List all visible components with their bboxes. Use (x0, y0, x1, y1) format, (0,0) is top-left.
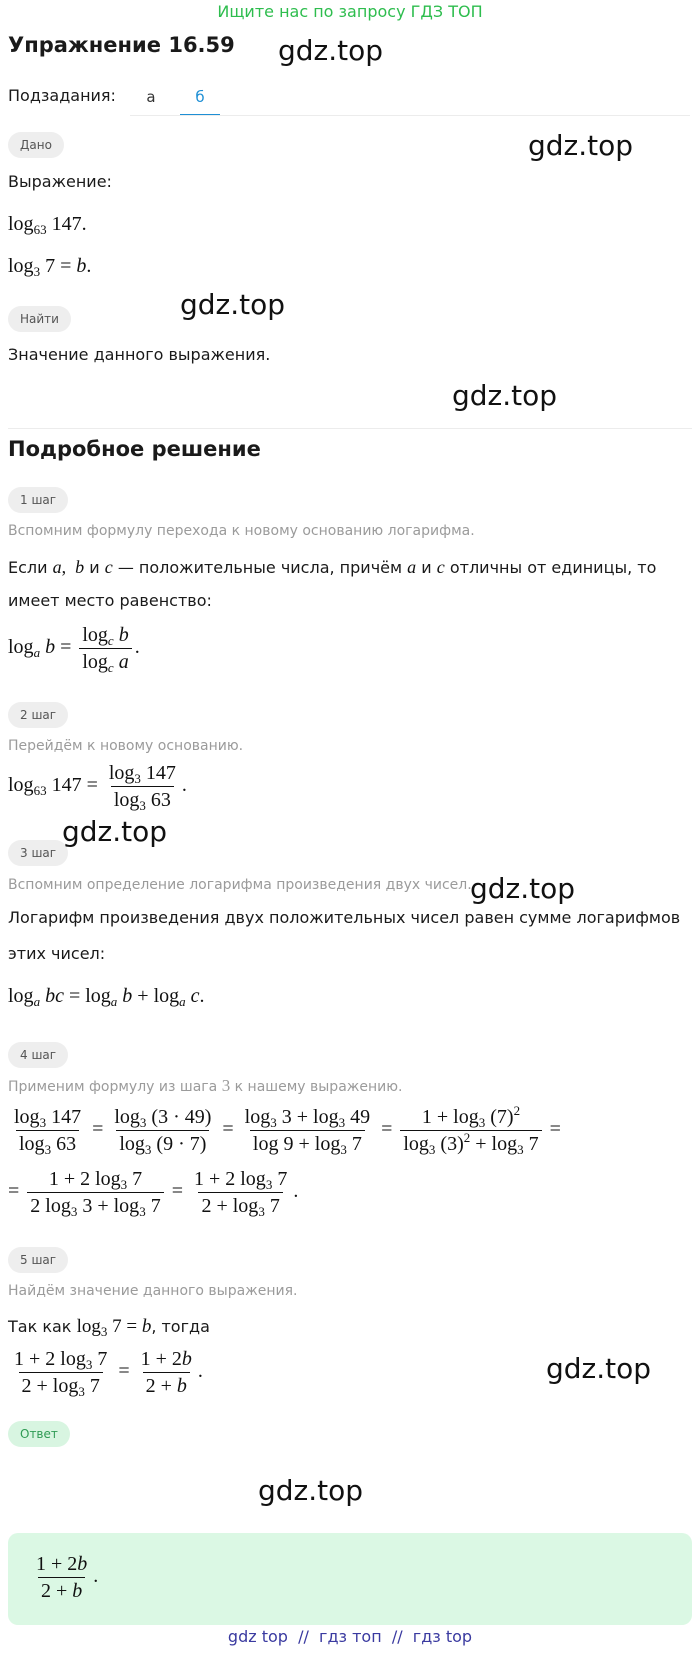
step-2-formula: $\log_{63} 147$ = $\frac{\log_3 147}{\log_3 63}$ . (8, 762, 187, 813)
watermark: gdz.top (528, 129, 634, 162)
tab-b[interactable]: б (180, 78, 220, 116)
step-4-formula-line2: = $\frac{1 + 2 \log_3 7}{2 \log_3 3 + \log_3 7}$ = $\frac{1 + 2 \log_3 7}{2 + \log_3 7}$ . (8, 1168, 299, 1219)
step-5-text: Так как $\log_3 7 = b$, тогда (8, 1316, 210, 1339)
answer-box (8, 1533, 692, 1625)
step-2-hint: Перейдём к новому основанию. (8, 738, 244, 754)
watermark: gdz.top (278, 34, 384, 67)
watermark: gdz.top (258, 1474, 364, 1507)
step-1-badge: 1 шаг (8, 487, 68, 513)
given-badge: Дано (8, 132, 64, 158)
solution-title: Подробное решение (8, 437, 261, 461)
step-2-badge: 2 шаг (8, 702, 68, 728)
step-5-formula: $\frac{1 + 2 \log_3 7}{2 + \log_3 7}$ = $\frac{1 + 2b}{2 + b}$ . (14, 1348, 203, 1399)
tabs-divider (130, 115, 690, 116)
step-1-hint: Вспомним формулу перехода к новому основанию логарифма. (8, 523, 475, 539)
answer-badge: Ответ (8, 1421, 70, 1447)
step-3-text: Логарифм произведения двух положительных чисел равен сумме логарифмов (8, 908, 681, 927)
step-3-formula: $\log_a$ bc = $\log_a b + \log_a c$. (8, 985, 205, 1009)
answer-formula: $\frac{1 + 2b}{2 + b}$ . (36, 1553, 99, 1602)
step-3-hint: Вспомним определение логарифма произведения двух чисел. (8, 877, 472, 893)
section-divider (8, 428, 692, 429)
footer-links[interactable]: gdz top // гдз топ // гдз top (227, 1627, 473, 1646)
page-title: Упражнение 16.59 (8, 33, 235, 57)
find-text: Значение данного выражения. (8, 345, 271, 364)
find-badge: Найти (8, 306, 71, 332)
step-4-badge: 4 шаг (8, 1042, 68, 1068)
given-condition: $\log_3 7 = b$. (8, 255, 92, 279)
step-1-text: Если a, b и c — положительные числа, причём a и c отличны от единицы, то (8, 557, 657, 577)
tab-a[interactable]: а (146, 88, 156, 106)
given-expression: $\log_{63} 147$. (8, 213, 87, 237)
watermark: gdz.top (180, 288, 286, 321)
given-label: Выражение: (8, 172, 112, 191)
step-3-text-cont: этих чисел: (8, 944, 106, 963)
watermark: gdz.top (62, 815, 168, 848)
step-4-formula-line1: $\frac{\log_3 147}{\log_3 63}$ = $\frac{\log_3 (3 \cdot 49)}{\log_3 (9 \cdot 7)}$ = $\frac{\log_3 3 + \log_3 49}{\log 9 + \log_3 7}$ = $\frac{1 + \log_3 (7)^2}{\log_3 (3)^2 + \log_3 7}$ = (14, 1103, 561, 1157)
watermark: gdz.top (470, 872, 576, 905)
step-1-text-cont: имеет место равенство: (8, 591, 212, 610)
search-banner: Ищите нас по запросу ГДЗ ТОП (217, 2, 483, 21)
step-5-hint: Найдём значение данного выражения. (8, 1283, 298, 1299)
subtasks-label: Подзадания: (8, 86, 116, 105)
step-1-formula: $\log_a b$ = $\frac{\log_c b}{\log_c a}$ . (8, 624, 140, 675)
watermark: gdz.top (546, 1352, 652, 1385)
step-5-badge: 5 шаг (8, 1247, 68, 1273)
step-4-hint: Применим формулу из шага 3 к нашему выражению. (8, 1076, 403, 1095)
step-3-badge: 3 шаг (8, 840, 68, 866)
watermark: gdz.top (452, 379, 558, 412)
